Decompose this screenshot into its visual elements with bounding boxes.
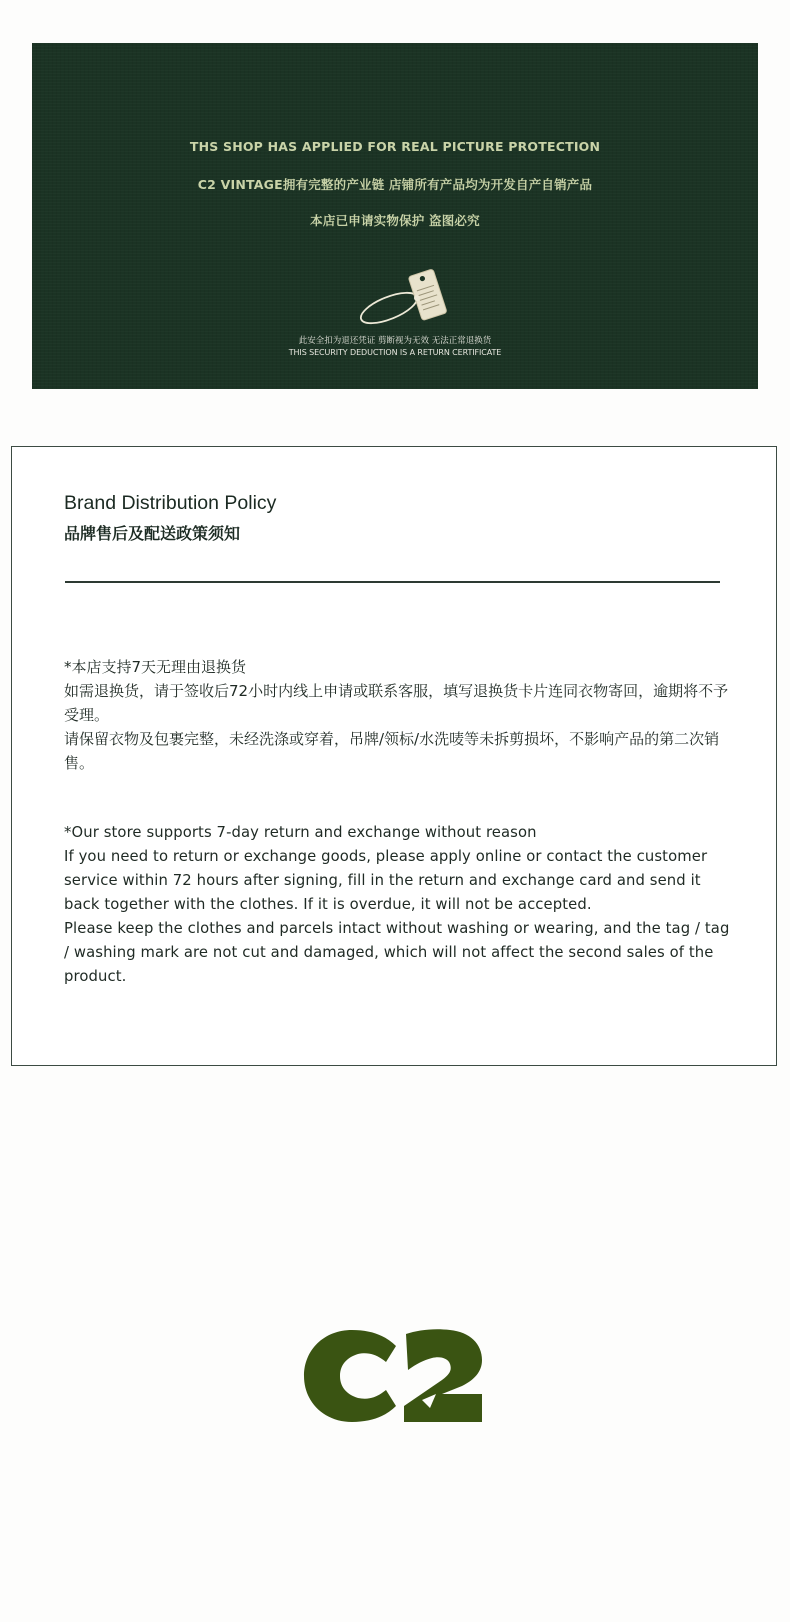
banner-caption-en: THIS SECURITY DEDUCTION IS A RETURN CERTIFICATE <box>288 348 502 357</box>
banner-notice-zh: 本店已申请实物保护 盗图必究 <box>310 213 480 228</box>
policy-text-zh <box>64 655 731 775</box>
policy-card <box>11 446 777 1066</box>
policy-title-zh: 品牌售后及配送政策须知 <box>64 524 241 543</box>
policy-zh-paragraph: 如需退换货，请于签收后72小时内线上申请或联系客服，填写退换货卡片连同衣物寄回，逾期将不予受理。 <box>64 682 729 724</box>
c2-logo <box>302 1328 486 1424</box>
policy-zh-heading: *本店支持7天无理由退换货 <box>64 658 247 676</box>
security-tag-icon <box>347 262 457 332</box>
banner-caption-zh: 此安全扣为退还凭证 剪断视为无效 无法正常退换货 <box>298 336 492 346</box>
policy-en-paragraph: Please keep the clothes and parcels intact without washing or wearing, and the tag / tag / washing mark are not cut and damaged, which will not affect the second sales of the product. <box>64 920 730 985</box>
policy-text-en <box>64 821 731 989</box>
policy-title-en: Brand Distribution Policy <box>64 492 277 514</box>
policy-divider <box>65 581 720 583</box>
banner-subtitle-zh: C2 VINTAGE拥有完整的产业链 店铺所有产品均为开发自产自销产品 <box>197 177 593 192</box>
protection-banner <box>32 43 758 389</box>
banner-title-en: THS SHOP HAS APPLIED FOR REAL PICTURE PROTECTION <box>189 139 601 154</box>
policy-en-paragraph: If you need to return or exchange goods, please apply online or contact the customer service within 72 hours after signing, fill in the return and exchange card and send it back together with the clothes. If it is overdue, it will not be accepted. <box>64 848 708 913</box>
policy-en-heading: *Our store supports 7-day return and exchange without reason <box>64 824 537 841</box>
policy-zh-paragraph: 请保留衣物及包裹完整，未经洗涤或穿着，吊牌/领标/水洗唛等未拆剪损坏，不影响产品的第二次销售。 <box>64 730 720 772</box>
